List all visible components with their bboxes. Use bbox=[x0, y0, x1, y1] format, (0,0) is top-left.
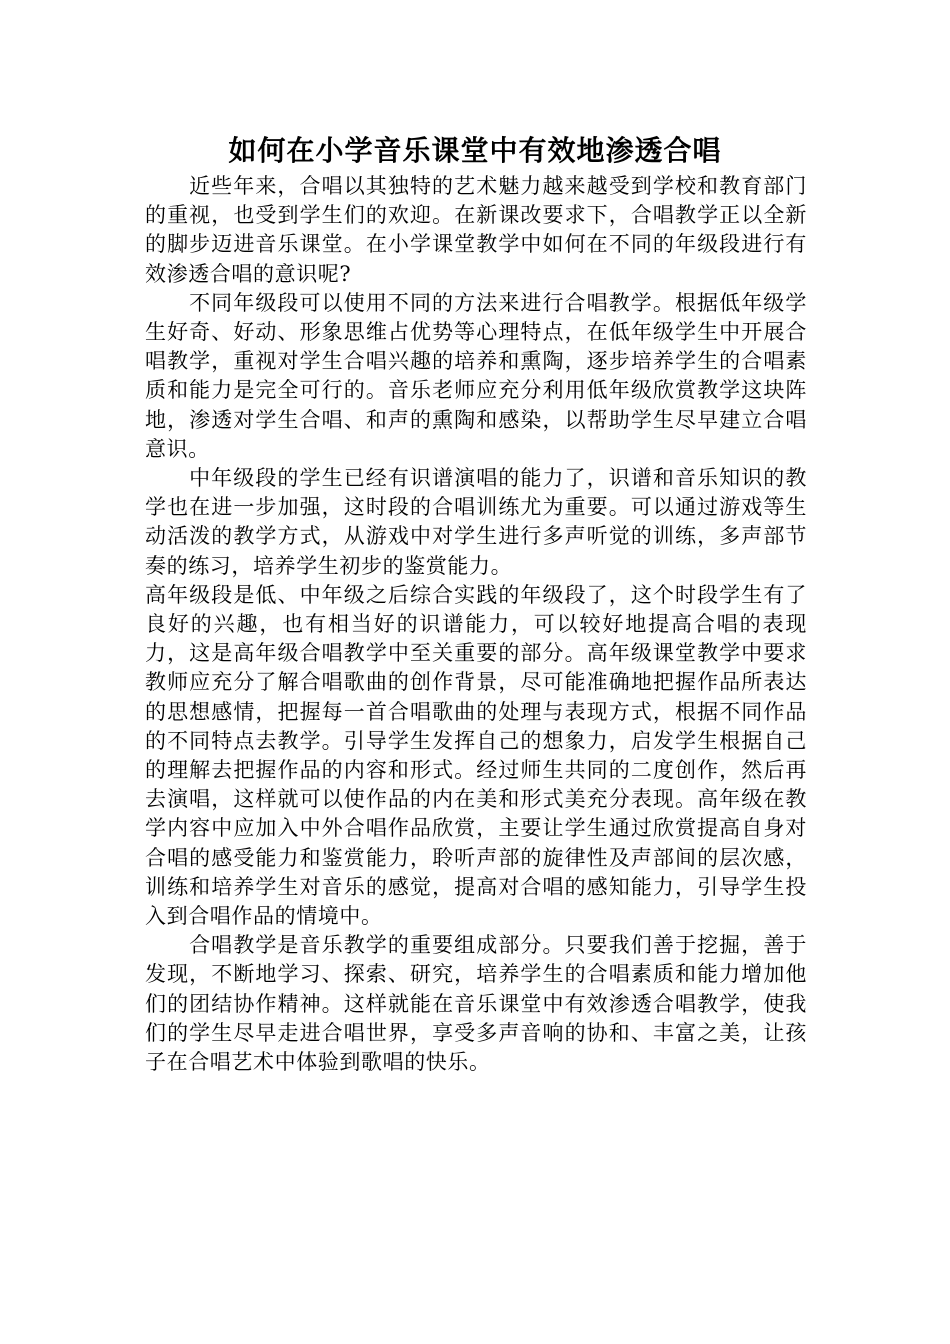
paragraph-intro: 近些年来，合唱以其独特的艺术魅力越来越受到学校和教育部门的重视，也受到学生们的欢迎。在新课改要求下，合唱教学正以全新的脚步迈进音乐课堂。在小学课堂教学中如何在不同的年级段进行有效渗透合唱的意识呢? bbox=[145, 174, 807, 286]
document-title: 如何在小学音乐课堂中有效地渗透合唱 bbox=[228, 134, 722, 167]
paragraph-conclusion: 合唱教学是音乐教学的重要组成部分。只要我们善于挖掘，善于发现，不断地学习、探索、研究，培养学生的合唱素质和能力增加他们的团结协作精神。这样就能在音乐课堂中有效渗透合唱教学，使我们的学生尽早走进合唱世界，享受多声音响的协和、丰富之美，让孩子在合唱艺术中体验到歌唱的快乐。 bbox=[145, 933, 807, 1075]
paragraph-upper-grades: 高年级段是低、中年级之后综合实践的年级段了，这个时段学生有了良好的兴趣，也有相当好的识谱能力，可以较好地提高合唱的表现力，这是高年级合唱教学中至关重要的部分。高年级课堂教学中要求教师应充分了解合唱歌曲的创作背景，尽可能准确地把握作品所表达的思想感情，把握每一首合唱歌曲的处理与表现方式，根据不同作品的不同特点去教学。引导学生发挥自己的想象力，启发学生根据自己的理解去把握作品的内容和形式。经过师生共同的二度创作，然后再去演唱，这样就可以使作品的内在美和形式美充分表现。高年级在教学内容中应加入中外合唱作品欣赏，主要让学生通过欣赏提高自身对合唱的感受能力和鉴赏能力，聆听声部的旋律性及声部间的层次感，训练和培养学生对音乐的感觉，提高对合唱的感知能力，引导学生投入到合唱作品的情境中。 bbox=[145, 582, 807, 929]
paragraph-lower-grades: 不同年级段可以使用不同的方法来进行合唱教学。根据低年级学生好奇、好动、形象思维占优势等心理特点，在低年级学生中开展合唱教学，重视对学生合唱兴趣的培养和熏陶，逐步培养学生的合唱素质和能力是完全可行的。音乐老师应充分利用低年级欣赏教学这块阵地，渗透对学生合唱、和声的熏陶和感染，以帮助学生尽早建立合唱意识。 bbox=[145, 290, 807, 461]
paragraph-middle-grades: 中年级段的学生已经有识谱演唱的能力了，识谱和音乐知识的教学也在进一步加强，这时段的合唱训练尤为重要。可以通过游戏等生动活泼的教学方式，从游戏中对学生进行多声听觉的训练，多声部节奏的练习，培养学生初步的鉴赏能力。 bbox=[145, 466, 807, 578]
document-body bbox=[145, 172, 807, 1077]
